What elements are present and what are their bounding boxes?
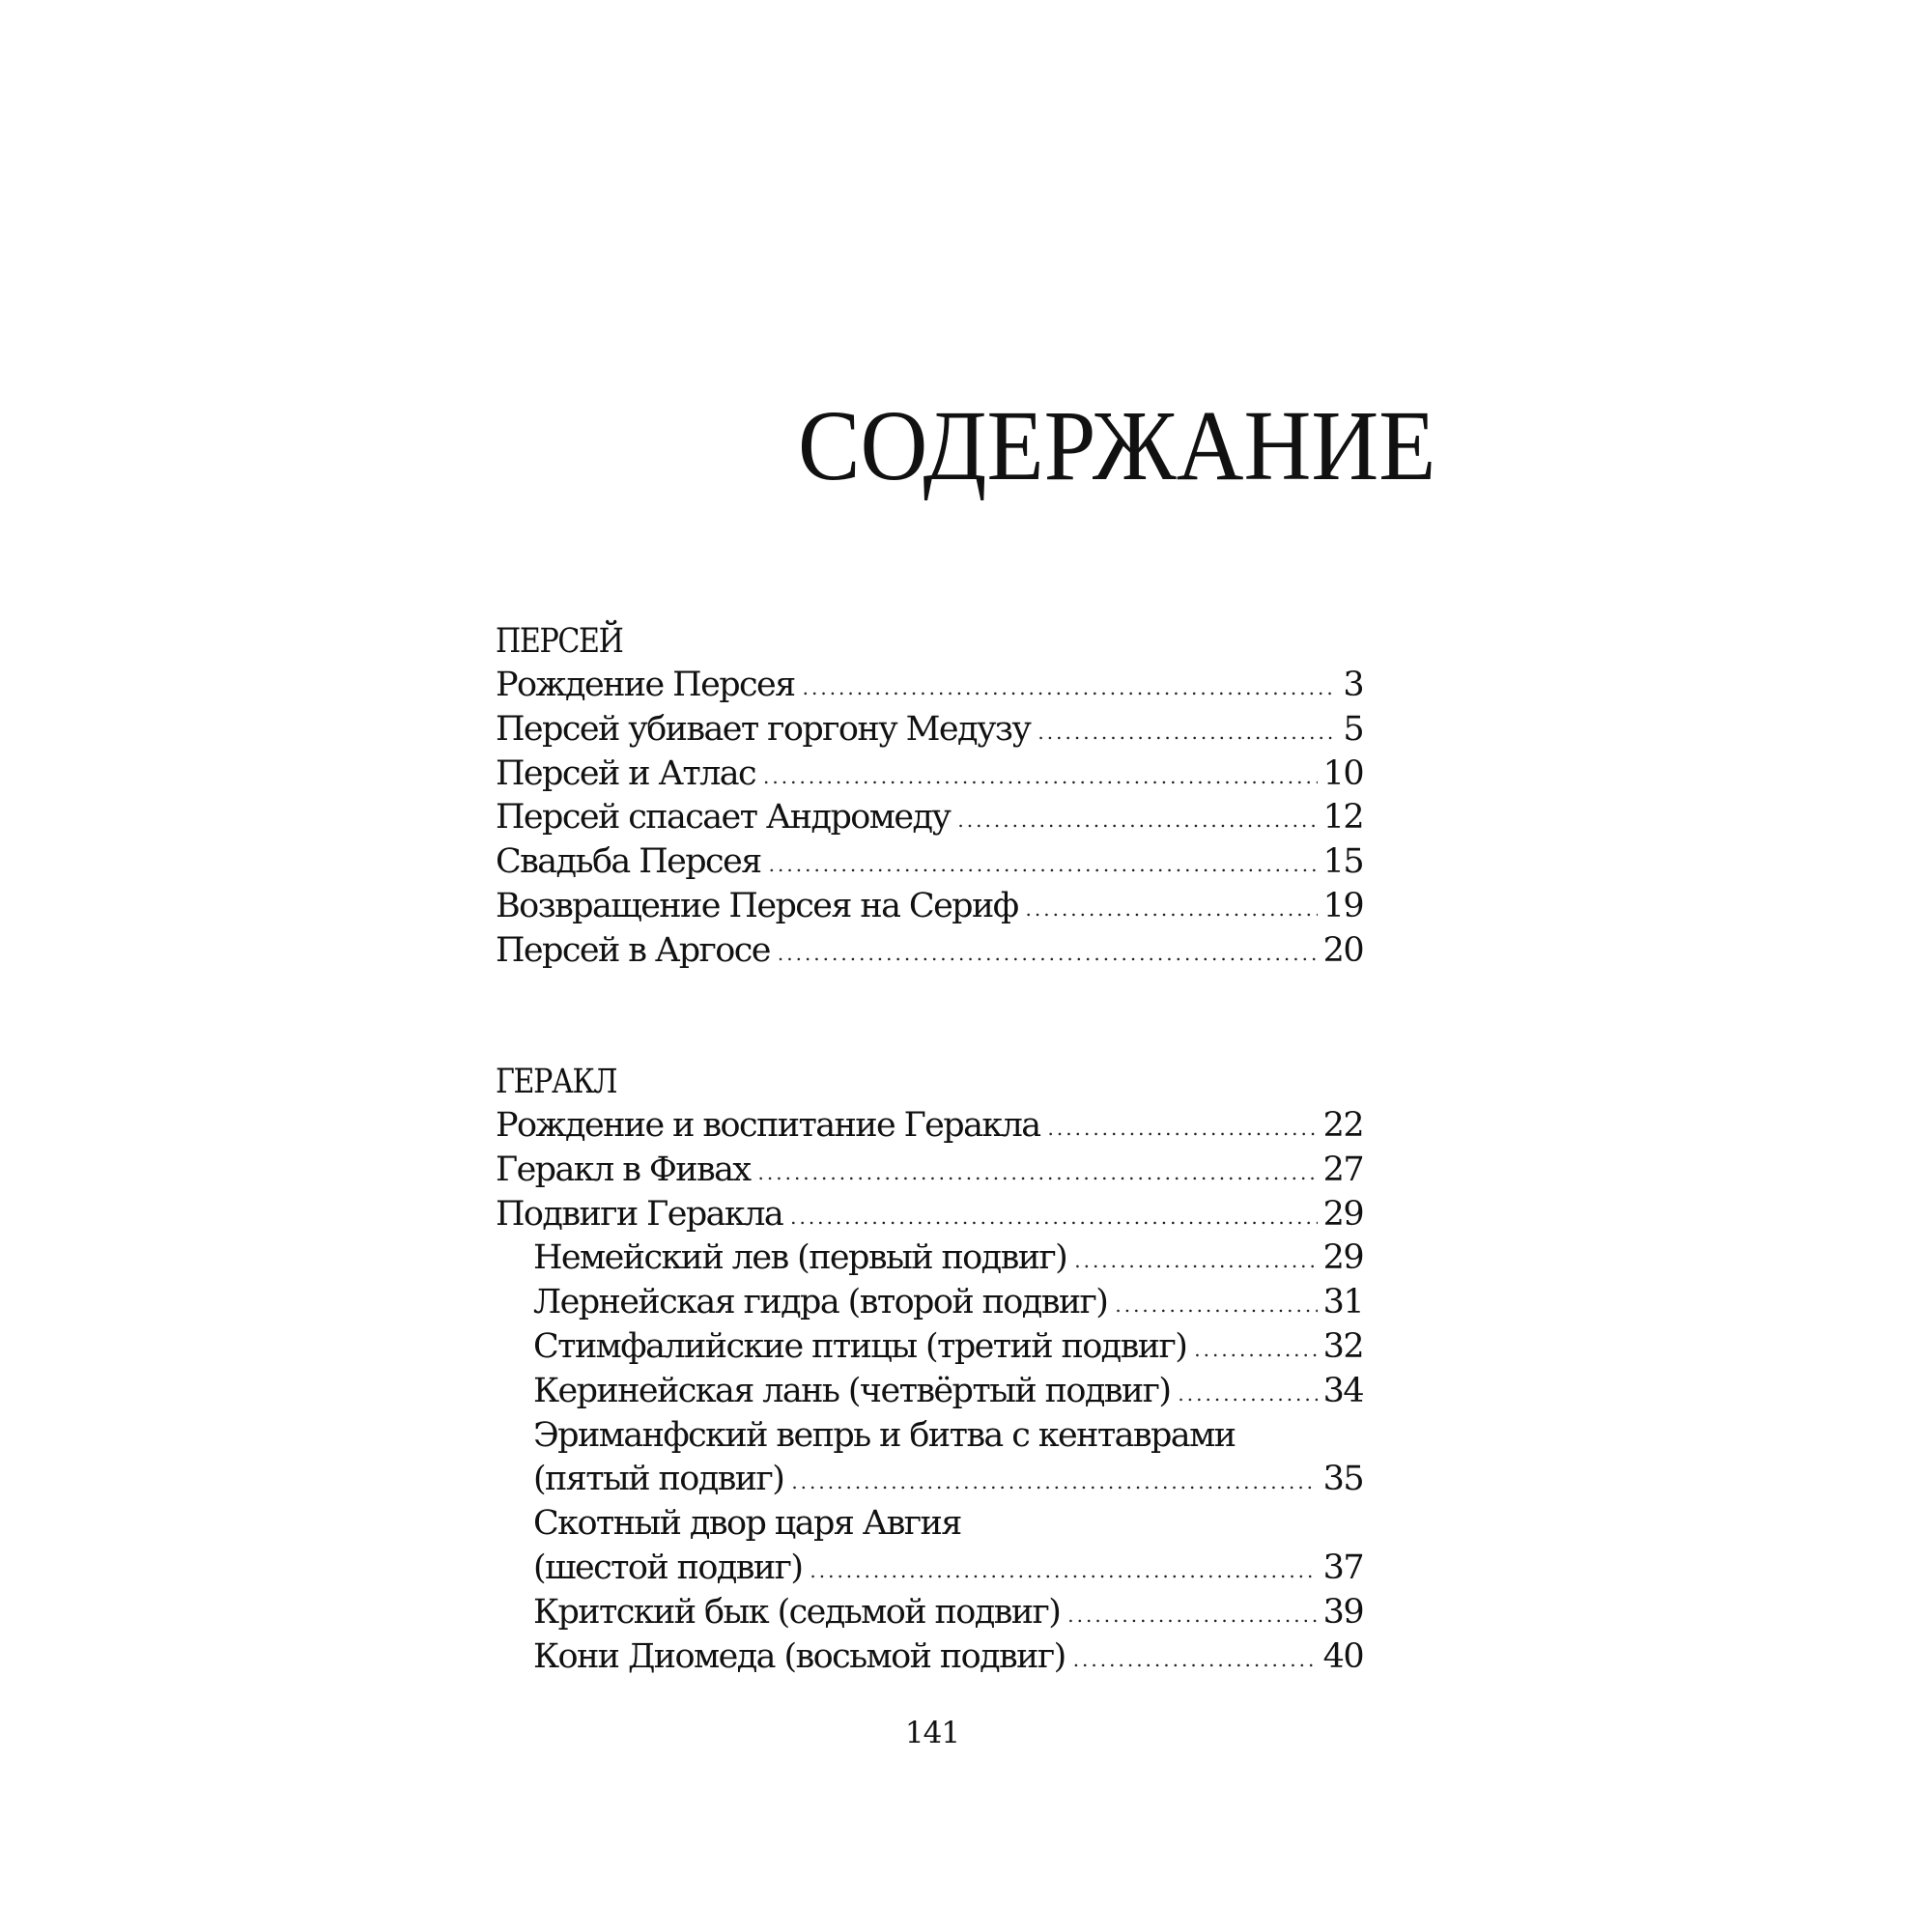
dot-leader	[1026, 888, 1318, 932]
entry-title: Стимфалийские птицы (третий подвиг)	[533, 1326, 1187, 1366]
dot-leader	[769, 843, 1318, 888]
entry-page-number: 12	[1322, 798, 1363, 838]
entry-title: Персей в Аргосе	[496, 930, 770, 970]
dot-leader	[1067, 1594, 1317, 1638]
dot-leader	[1194, 1328, 1317, 1373]
entry-page-number: 34	[1322, 1371, 1363, 1410]
toc-subentry[interactable]	[496, 1281, 1363, 1325]
dot-leader	[778, 932, 1318, 977]
entry-title: Рождение и воспитание Геракла	[496, 1106, 1040, 1145]
toc-entry[interactable]	[496, 1149, 1363, 1193]
dot-leader	[791, 1461, 1317, 1505]
entry-title: Немейский лев (первый подвиг)	[533, 1238, 1067, 1278]
toc-entry[interactable]	[496, 796, 1363, 840]
entry-page-number: 29	[1322, 1194, 1363, 1234]
toc-subentry-line1[interactable]	[496, 1502, 1363, 1547]
entry-title: Кони Диомеда (восьмой подвиг)	[533, 1636, 1065, 1676]
toc-section-heracles	[496, 1060, 1363, 1679]
toc-entry[interactable]	[496, 708, 1363, 753]
toc-entry[interactable]	[496, 885, 1363, 929]
toc-subentry[interactable]	[496, 1591, 1363, 1635]
entry-page-number: 19	[1322, 886, 1363, 925]
toc-subentry[interactable]	[496, 1236, 1363, 1281]
section-heading: ПЕРСЕЙ	[496, 622, 623, 661]
dot-leader	[957, 799, 1317, 843]
toc-entry[interactable]	[496, 929, 1363, 974]
entry-title: Эриманфский вепрь и битва с кентаврами	[533, 1415, 1236, 1455]
entry-page-number: 39	[1322, 1592, 1363, 1632]
dot-leader	[1074, 1239, 1317, 1284]
dot-leader	[810, 1549, 1317, 1594]
toc-entry[interactable]	[496, 753, 1363, 797]
entry-page-number: 40	[1322, 1636, 1363, 1676]
toc-subentry[interactable]	[496, 1635, 1363, 1680]
entry-title: Керинейская лань (четвёртый подвиг)	[533, 1371, 1171, 1410]
dot-leader	[790, 1196, 1318, 1240]
toc-subentry-line2[interactable]	[496, 1547, 1363, 1591]
toc-entry[interactable]	[496, 664, 1363, 708]
entry-page-number: 15	[1322, 842, 1363, 882]
entry-title: Скотный двор царя Авгия	[533, 1504, 961, 1544]
entry-page-number: 22	[1322, 1106, 1363, 1145]
entry-page-number: 5	[1343, 709, 1363, 749]
entry-title: Персей убивает горгону Медузу	[496, 709, 1031, 749]
entry-title: Свадьба Персея	[496, 842, 761, 882]
toc-entry[interactable]	[496, 1193, 1363, 1237]
entry-title: Подвиги Геракла	[496, 1194, 783, 1234]
entry-page-number: 32	[1322, 1326, 1363, 1366]
entry-title: Рождение Персея	[496, 666, 795, 704]
entry-page-number: 10	[1322, 753, 1363, 793]
entry-title: Возвращение Персея на Сериф	[496, 886, 1018, 925]
entry-page-number: 31	[1322, 1283, 1363, 1322]
dot-leader	[763, 755, 1318, 800]
page-title: СОДЕРЖАНИЕ	[798, 390, 1436, 501]
toc-subentry-line1[interactable]	[496, 1414, 1363, 1459]
dot-leader	[803, 667, 1338, 711]
entry-page-number: 29	[1322, 1238, 1363, 1278]
toc-entry[interactable]	[496, 1104, 1363, 1149]
toc-entry[interactable]	[496, 840, 1363, 885]
dot-leader	[1037, 711, 1337, 755]
toc-subentry-line2[interactable]	[496, 1458, 1363, 1502]
dot-leader	[1073, 1638, 1318, 1683]
entry-title-continued: (шестой подвиг)	[533, 1548, 803, 1587]
entry-title: Персей и Атлас	[496, 753, 756, 793]
toc-section-perseus	[496, 619, 1363, 974]
page-number: 141	[904, 1716, 960, 1750]
entry-page-number: 3	[1343, 666, 1363, 704]
entry-title: Геракл в Фивах	[496, 1150, 751, 1189]
entry-title: Критский бык (седьмой подвиг)	[533, 1592, 1061, 1632]
toc-subentry[interactable]	[496, 1325, 1363, 1370]
entry-page-number: 20	[1322, 930, 1363, 970]
dot-leader	[758, 1151, 1318, 1196]
entry-page-number: 37	[1322, 1548, 1363, 1587]
entry-title: Лернейская гидра (второй подвиг)	[533, 1283, 1108, 1322]
section-heading: ГЕРАКЛ	[496, 1063, 617, 1101]
entry-page-number: 27	[1322, 1150, 1363, 1189]
entry-title: Персей спасает Андромеду	[496, 798, 951, 838]
dot-leader	[1048, 1107, 1318, 1151]
toc-subentry[interactable]	[496, 1370, 1363, 1414]
entry-title-continued: (пятый подвиг)	[533, 1460, 784, 1499]
dot-leader	[1115, 1284, 1317, 1328]
dot-leader	[1178, 1373, 1317, 1417]
entry-page-number: 35	[1322, 1460, 1363, 1499]
